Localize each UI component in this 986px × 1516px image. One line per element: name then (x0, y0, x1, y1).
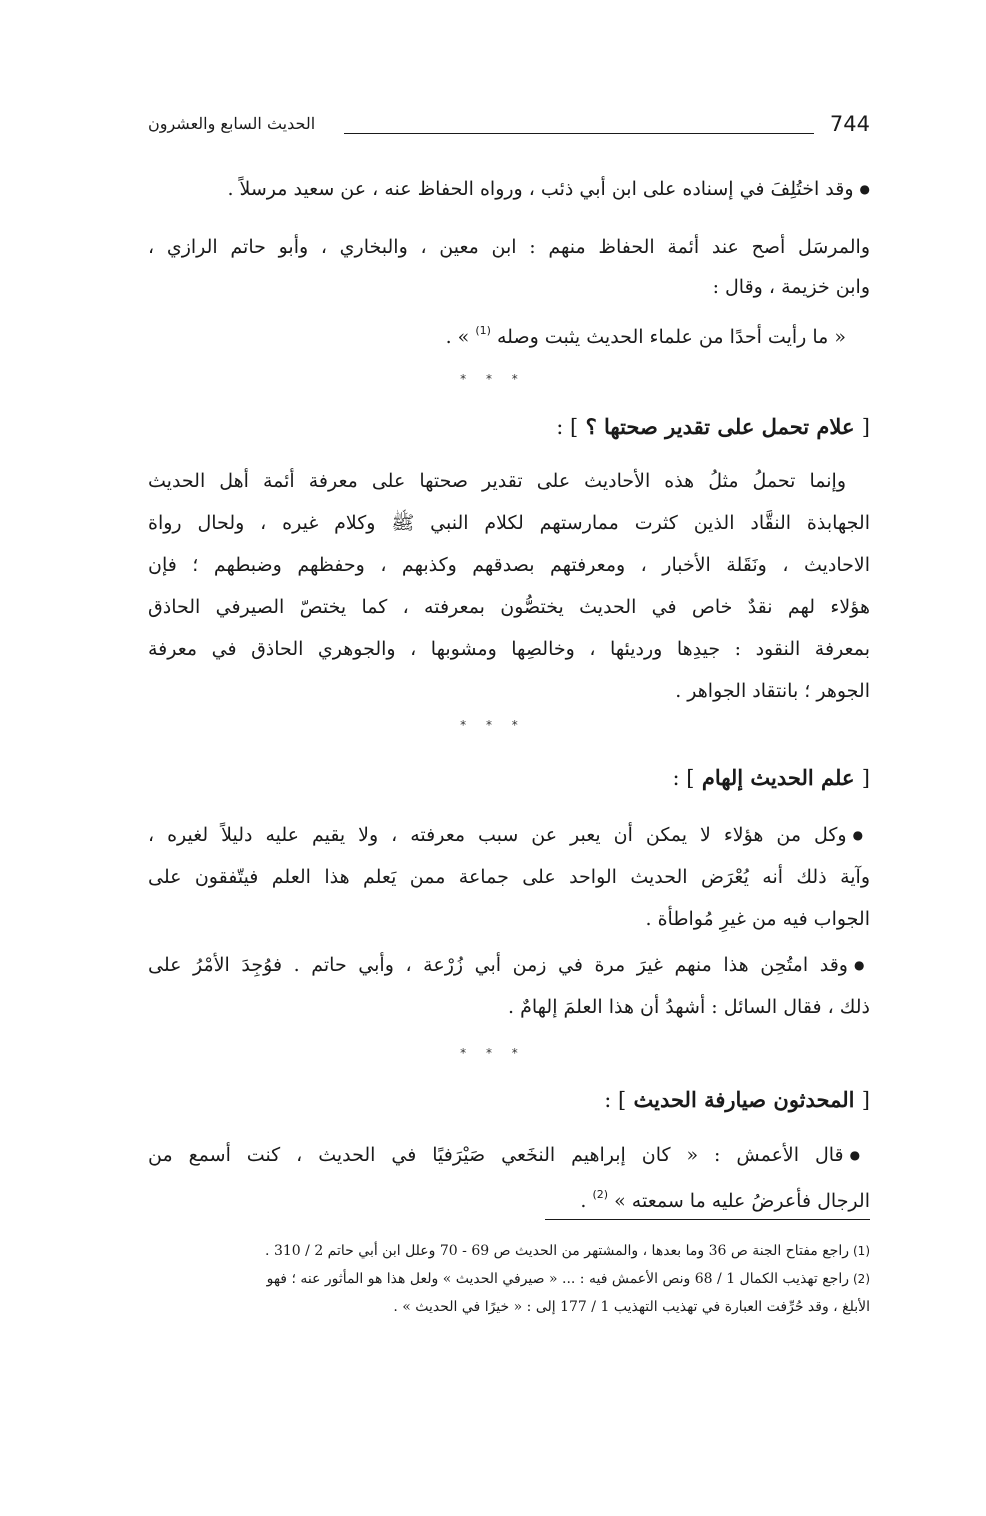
footnote-ref: (1) (475, 324, 491, 337)
section-separator: * * * (460, 718, 526, 732)
heading-text: علام تحمل على تقدير صحتها ؟ (585, 414, 855, 439)
bracket: ] : (604, 1088, 627, 1112)
paragraph-line (148, 950, 870, 980)
text: الرجال فأعرضُ عليه ما سمعته » (614, 1190, 870, 1212)
paragraph-line (148, 508, 870, 538)
footnote-ref: (2) (592, 1188, 609, 1201)
text: الجوهر ؛ بانتقاد الجواهر . (675, 680, 870, 702)
footnote-rule (545, 1219, 870, 1220)
running-title: الحديث السابع والعشرون (148, 114, 316, 133)
text: قال الأعمش : « كان إبراهيم النخَعي صَيْرَفيًا في الحديث ، كنت أسمع من (148, 1144, 844, 1166)
header-rule (344, 133, 814, 134)
paragraph-line (148, 550, 870, 580)
bullet-icon (844, 1144, 870, 1166)
footnote-number: (1) (852, 1244, 870, 1258)
section-heading (148, 762, 870, 794)
text: وقد اختُلِفَ في إسناده على ابن أبي ذئب ، ورواه الحفاظ عنه ، عن سعيد مرسلاً . (227, 178, 854, 200)
bullet-icon (847, 824, 870, 846)
paragraph-line (148, 174, 870, 204)
text: الجواب فيه من غيرِ مُواطأة . (645, 908, 870, 930)
heading-text: المحدثون صيارفة الحديث (633, 1087, 855, 1112)
quote-text: « ما رأيت أحدًا من علماء الحديث يثبت وصله (496, 326, 846, 348)
text: . (580, 1190, 587, 1212)
footnote-number: (2) (852, 1272, 870, 1286)
section-heading (148, 1084, 870, 1116)
paragraph-line (148, 904, 870, 934)
section-heading (148, 411, 870, 443)
paragraph-line (148, 272, 870, 302)
bullet-icon (848, 954, 870, 976)
section-separator: * * * (460, 1046, 526, 1060)
text: والمرسَل أصح عند أئمة الحفاظ منهم : ابن معين ، والبخاري ، وأبو حاتم الرازي ، (148, 236, 870, 258)
bracket: [ (861, 1088, 870, 1112)
text: وإنما تحملُ مثلُ هذه الأحاديث على تقدير صحتها على معرفة أئمة أهل الحديث (148, 470, 846, 492)
paragraph-line (148, 466, 870, 496)
bracket: ] : (556, 415, 579, 439)
text: بمعرفة النقود : جيدِها ورديئها ، وخالصِها ومشوبها ، والجوهري الحاذق في معرفة (148, 638, 870, 660)
text: وآية ذلك أنه يُعْرَض الحديث الواحد على جماعة ممن يَعلم هذا العلم فيتّفقون على (148, 866, 870, 888)
footnote-text: راجع مفتاح الجنة ص 36 وما بعدها ، والمشتهر من الحديث ص 69 - 70 وعلل ابن أبي حاتم 2 / 310 . (265, 1243, 849, 1259)
bullet-icon (854, 178, 870, 200)
footnote (148, 1266, 870, 1292)
bracket: ] : (672, 766, 695, 790)
paragraph-line (148, 592, 870, 622)
heading-text: علم الحديث إلهام (701, 765, 855, 790)
paragraph-line (148, 232, 870, 262)
page-number: 744 (829, 112, 870, 136)
running-header (148, 112, 870, 146)
paragraph-line (148, 634, 870, 664)
paragraph-line (148, 820, 870, 850)
quote-end: » . (445, 326, 470, 348)
paragraph-line (148, 992, 870, 1022)
paragraph-line (148, 676, 870, 706)
text: وابن خزيمة ، وقال : (712, 276, 870, 298)
footnote-continuation (148, 1294, 870, 1320)
section-separator: * * * (460, 372, 526, 386)
text: وكل من هؤلاء لا يمكن أن يعبر عن سبب معرفته ، ولا يقيم عليه دليلاً لغيره ، (148, 824, 847, 846)
footnote (148, 1238, 870, 1264)
bracket: [ (861, 415, 870, 439)
text: الجهابذة النقَّاد الذين كثرت ممارستهم لكلام النبي ﷺ وكلام غيره ، ولحال رواة (148, 512, 870, 534)
footnote-text: راجع تهذيب الكمال 1 / 68 ونص الأعمش فيه : ... « صيرفي الحديث » ولعل هذا هو المأثور عنه ؛ فهو (266, 1271, 849, 1287)
paragraph-line (148, 862, 870, 892)
text: الاحاديث ، ونَقَلة الأخبار ، ومعرفتهم بصدقهم وكذبهم ، وحفظهم وضبطهم ؛ فإن (148, 554, 870, 576)
bracket: [ (861, 766, 870, 790)
text: هؤلاء لهم نقدٌ خاص في الحديث يختصُّون بمعرفته ، كما يختصّ الصيرفي الحاذق (148, 596, 870, 618)
paragraph-line (148, 1140, 870, 1170)
footnote-text: الأبلغ ، وقد حُرِّفت العبارة في تهذيب التهذيب 1 / 177 إلى : « خيرًا في الحديث » . (393, 1299, 870, 1315)
text: ذلك ، فقال السائل : أشهدُ أن هذا العلمَ إلهامٌ . (508, 996, 870, 1018)
text: وقد امتُحِن هذا منهم غيرَ مرة في زمن أبي زُرْعة ، وأبي حاتم . فوُجِدَ الأمْرُ على (148, 954, 848, 976)
quote-line (148, 316, 870, 352)
paragraph-line (148, 1180, 870, 1216)
